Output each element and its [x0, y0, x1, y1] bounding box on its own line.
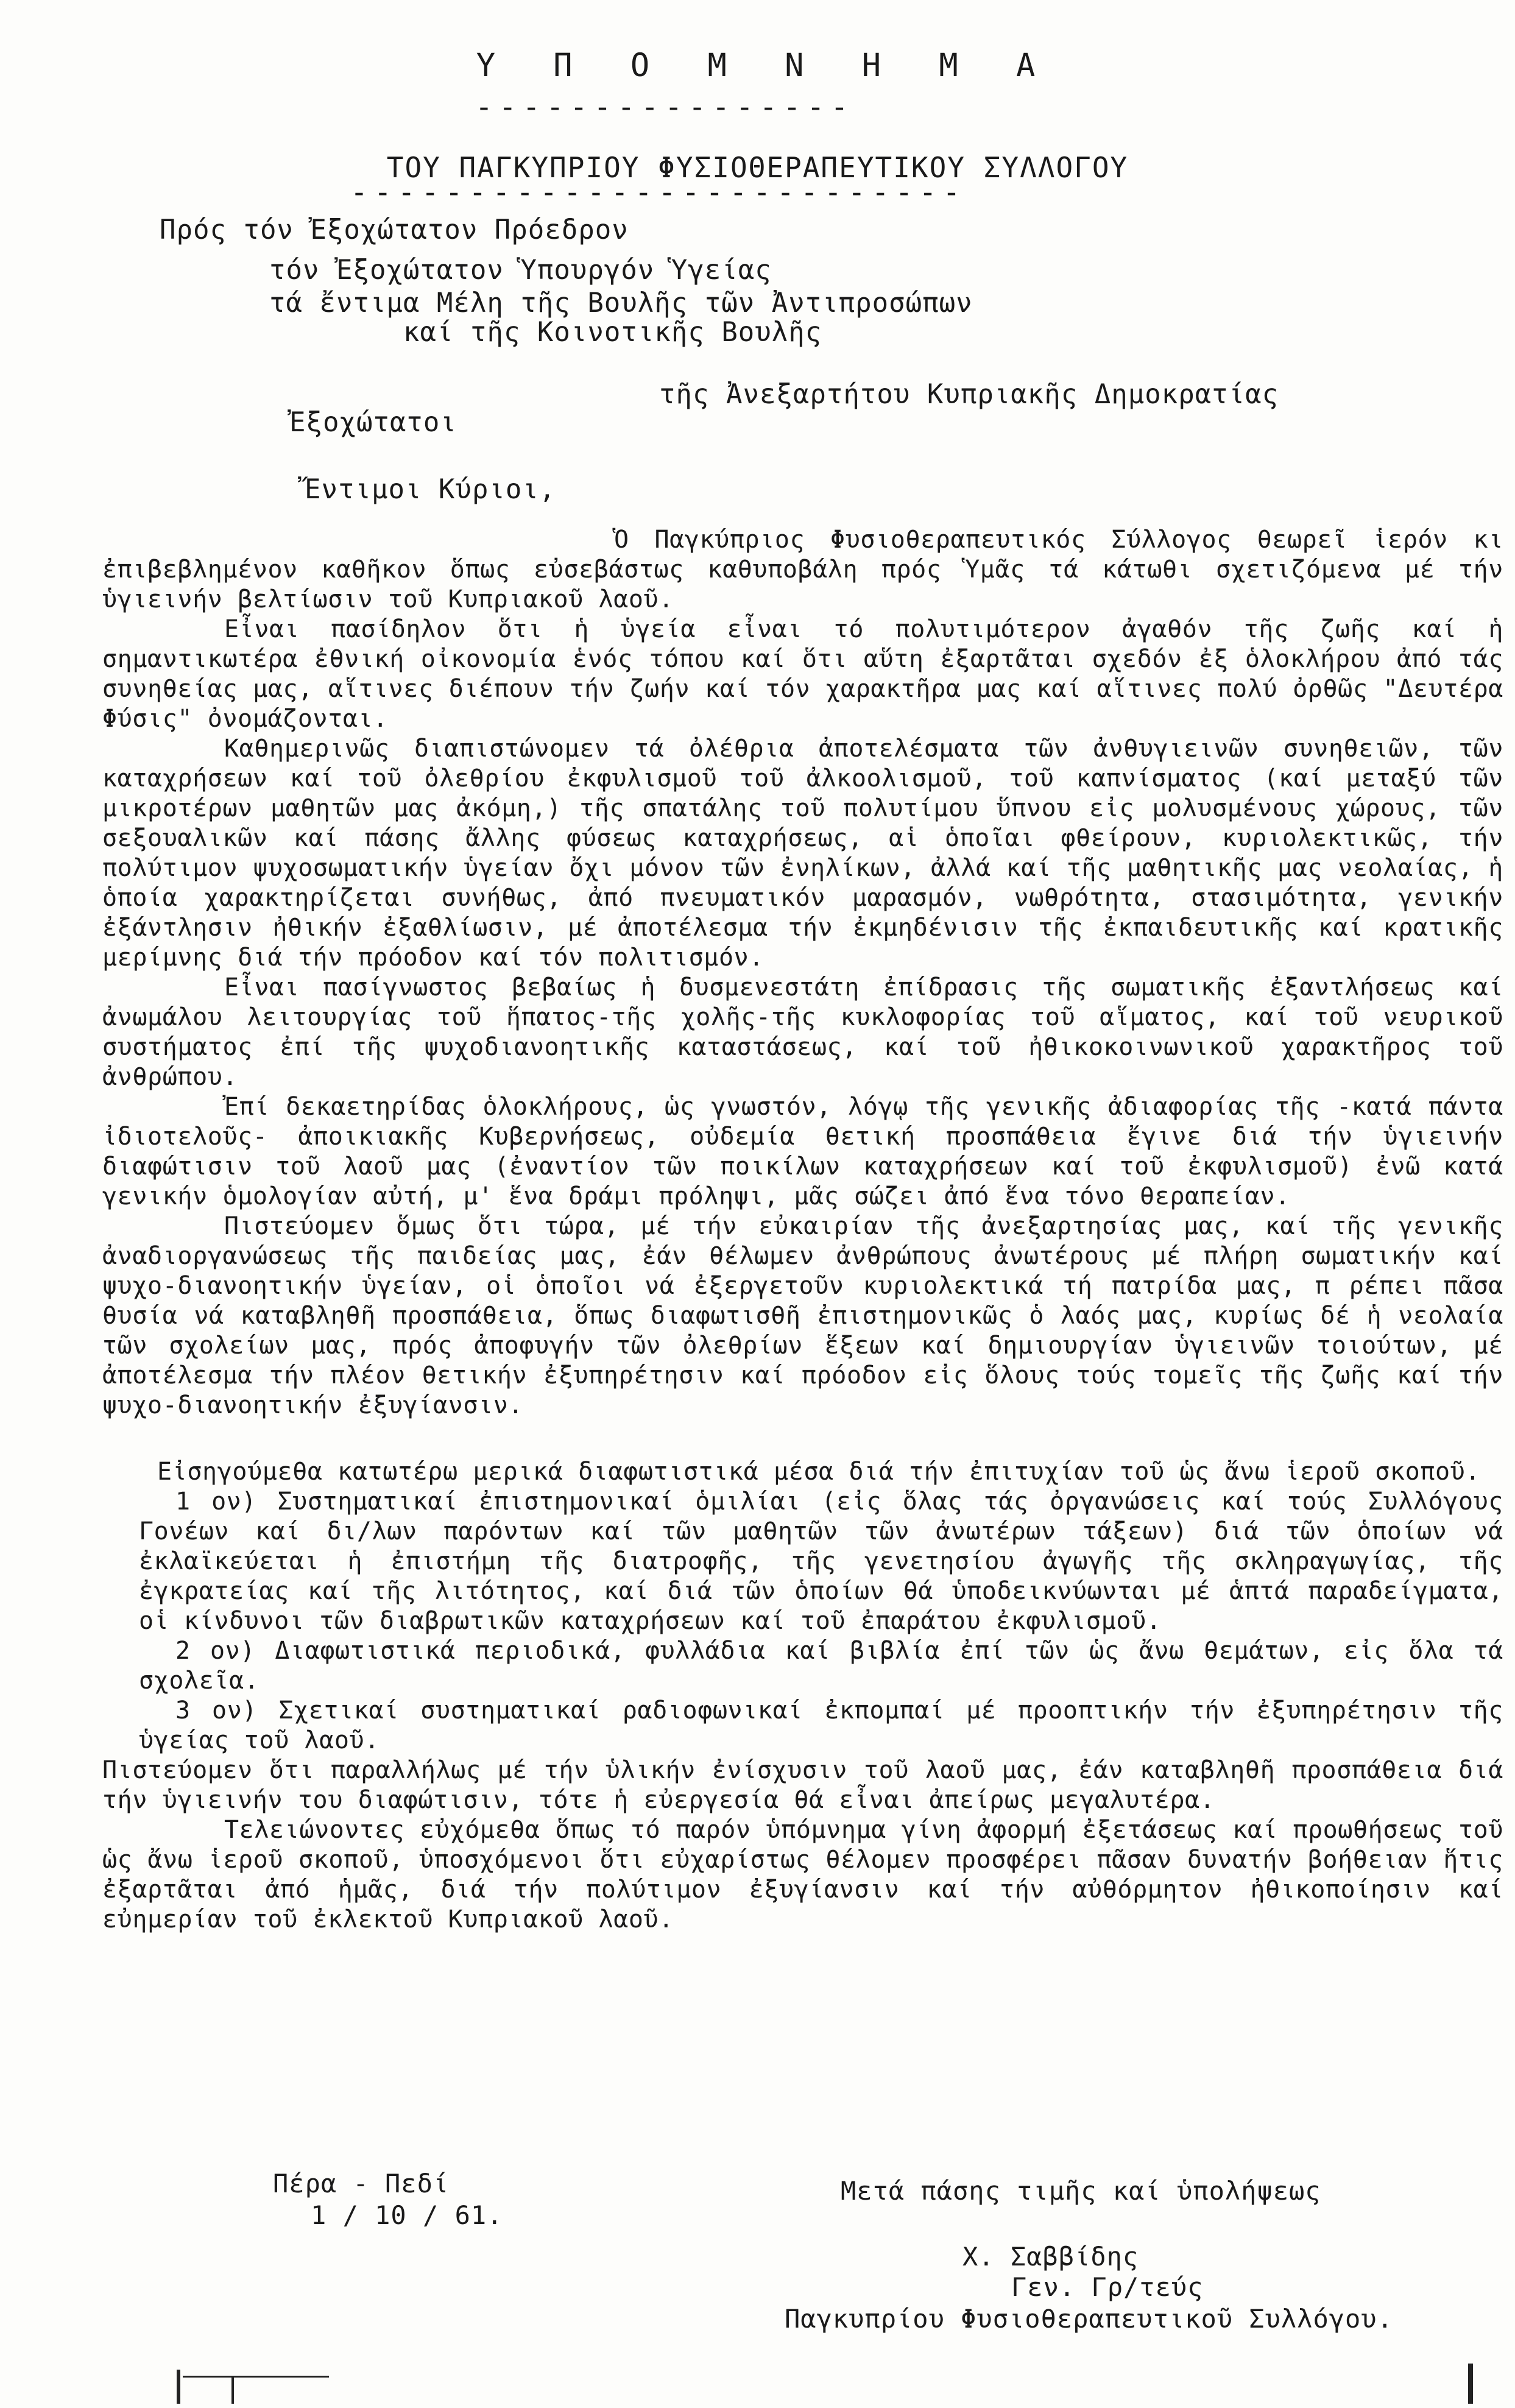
proposal-item-3: 3 ον) Σχετικαί συστηματικαί ραδιοφωνικαί ἐκπομπαί μέ προοπτικήν τήν ἐξυπηρέτησιν τῆς ὑγείας τοῦ λαοῦ. [139, 1697, 1503, 1754]
salutation-gentlemen: Ἔντιμοι Κύριοι, [305, 474, 556, 505]
signer-role: Γεν. Γρ/τεύς [1011, 2272, 1204, 2302]
scan-artifact-mark [1468, 2364, 1473, 2404]
date: 1 / 10 / 61. [311, 2200, 503, 2230]
closing-phrase: Μετά πάσης τιμῆς καί ὑπολήψεως [841, 2176, 1321, 2206]
addressee-parliament: τά ἔντιμα Μέλη τῆς Βουλῆς τῶν Ἀντιπροσώπων [269, 288, 973, 319]
paragraph-closing: Τελειώνοντες εὐχόμεθα ὅπως τό παρόν ὑπόμνημα γίνη ἀφορμή ἐξετάσεως καί προωθήσεως τοῦ ὡς ἄνω ἱεροῦ σκοποῦ, ὑποσχόμενοι ὅτι εὐχαρίστως θέλομεν προσφέρει πᾶσαν δυνατήν βοήθειαν ἥτις ἐξαρτᾶται ἀπό ἡμᾶς, διά τήν πολύτιμον ἐξυγίανσιν καί τήν αὐθόρμητον ἠθικοποίησιν καί εὐημερίαν τοῦ ἐκλεκτοῦ Κυπριακοῦ λαοῦ. [102, 1816, 1503, 1933]
addressee-president: Πρός τόν Ἐξοχώτατον Πρόεδρον [160, 214, 629, 245]
paragraph-intro: Ὁ Παγκύπριος Φυσιοθεραπευτικός Σύλλογος θεωρεῖ ἱερόν κι ἐπιβεβλημένον καθῆκον ὅπως εὐσεβάστως καθυποβάλη πρός Ὑμᾶς τά κάτωθι σχετιζόμενα μέ τήν ὑγιεινήν βελτίωσιν τοῦ Κυπριακοῦ λαοῦ. [102, 526, 1503, 613]
addressee-republic: τῆς Ἀνεξαρτήτου Κυπριακῆς Δημοκρατίας [659, 379, 1279, 410]
paragraph-physiology: Εἶναι πασίγνωστος βεβαίως ἡ δυσμενεστάτη ἐπίδρασις τῆς σωματικῆς ἐξαντλήσεως καί ἀνωμάλου λειτουργίας τοῦ ἥπατος-τῆς χολῆς-τῆς κυκλοφορίας τοῦ αἵματος, καί τοῦ νευρικοῦ συστήματος ἐπί τῆς ψυχοδιανοητικῆς καταστάσεως, καί τοῦ ἠθικοκοινωνικοῦ χαρακτῆρος τοῦ ἀνθρώπου. [102, 973, 1503, 1091]
paragraph-habits: Καθημερινῶς διαπιστώνομεν τά ὀλέθρια ἀποτελέσματα τῶν ἀνθυγιεινῶν συνηθειῶν, τῶν καταχρήσεων καί τοῦ ὀλεθρίου ἐκφυλισμοῦ τοῦ ἀλκοολισμοῦ, τοῦ καπνίσματος (καί μεταξύ τῶν μικροτέρων μαθητῶν μας ἀκόμη,) τῆς σπατάλης τοῦ πολυτίμου ὕπνου εἰς μολυσμένους χώρους, τῶν σεξουαλικῶν καί πάσης ἄλλης φύσεως καταχρήσεως, αἱ ὁποῖαι φθείρουν, κυριολεκτικῶς, τήν πολύτιμον ψυχοσωματικήν ὑγείαν ὄχι μόνον τῶν ἐνηλίκων, ἀλλά καί τῆς μαθητικῆς μας νεολαίας, ἡ ὁποία χαρακτηρίζεται συνήθως, ἀπό πνευματικόν μαρασμόν, νωθρότητα, στασιμότητα, γενικήν ἐξάντλησιν ἠθικήν ἐξαθλίωσιν, μέ ἀποτέλεσμα τήν ἐκμηδένισιν τῆς ἐκπαιδευτικῆς καί κρατικῆς μερίμνης διά τήν πρόοδον καί τόν πολιτισμόν. [102, 735, 1503, 972]
place: Πέρα - Πεδί [273, 2169, 450, 2198]
sender-underline: -------------------------- [350, 175, 967, 210]
memorandum-body [102, 525, 1503, 1935]
sender-heading: ΤΟΥ ΠΑΓΚΥΠΡΙΟΥ ΦΥΣΙΟΘΕΡΑΠΕΥΤΙΚΟΥ ΣΥΛΛΟΓΟΥ [386, 151, 1129, 184]
signer-name: Χ. Σαββίδης [962, 2242, 1139, 2272]
signer-organization: Παγκυπρίου Φυσιοθεραπευτικοῦ Συλλόγου. [785, 2304, 1393, 2334]
document-title: Υ Π Ο Μ Ν Η Μ Α [476, 48, 1039, 84]
salutation-excellencies: Ἐξοχώτατοι [289, 407, 457, 438]
paragraph-health: Εἶναι πασίδηλον ὅτι ἡ ὑγεία εἶναι τό πολυτιμότερον ἀγαθόν τῆς ζωῆς καί ἡ σημαντικωτέρα ἐθνική οἰκονομία ἑνός τόπου καί ὅτι αὕτη ἐξαρτᾶται σχεδόν ἐξ ὁλοκλήρου ἀπό τάς συνηθείας μας, αἵτινες διέπουν τήν ζωήν καί τόν χαρακτῆρα μας καί αἵτινες πολύ ὀρθῶς "Δευτέρα Φύσις" ὀνομάζονται. [102, 615, 1503, 733]
title-underline: ---------------- [475, 90, 855, 124]
scan-artifact-mark [183, 2376, 329, 2378]
paragraph-independence: Πιστεύομεν ὅμως ὅτι τώρα, μέ τήν εὐκαιρίαν τῆς ἀνεξαρτησίας μας, καί τῆς γενικῆς ἀναδιοργανώσεως τῆς παιδείας μας, ἐάν θέλωμεν ἀνθρώπους ἀνωτέρους μέ πλήρη σωματικήν καί ψυχο-διανοητικήν ὑγείαν, οἱ ὁποῖοι νά ἐξεργετοῦν κυριολεκτικά τή πατρίδα μας, π ρέπει πᾶσα θυσία νά καταβληθῆ προσπάθεια, ὅπως διαφωτισθῆ ἐπιστημονικῶς ὁ λαός μας, κυρίως δέ ἡ νεολαία τῶν σχολείων μας, πρός ἀποφυγήν τῶν ὀλεθρίων ἕξεων καί δημιουργίαν ὑγιεινῶν τοιούτων, μέ ἀποτέλεσμα τήν πλέον θετικήν ἐξυπηρέτησιν καί πρόοδον εἰς ὅλους τούς τομεῖς τῆς ζωῆς καί τήν ψυχο-διανοητικήν ἐξυγίανσιν. [102, 1212, 1503, 1419]
scan-artifact-mark [177, 2370, 180, 2404]
scan-artifact-mark [231, 2376, 234, 2404]
proposal-item-1: 1 ον) Συστηματικαί ἐπιστημονικαί ὁμιλίαι (εἰς ὅλας τάς ὀργανώσεις καί τούς Συλλόγους Γονέων καί δι/λων παρόντων καί τῶν μαθητῶν τῶν ἀνωτέρων τάξεων) διά τῶν ὁποίων νά ἐκλαϊκεύεται ἡ ἐπιστήμη τῆς διατροφῆς, τῆς γενετησίου ἀγωγῆς τῆς σκληραγωγίας, τῆς ἐγκρατείας καί τῆς λιτότητος, καί διά τῶν ὁποίων θά ὑποδεικνύωνται μέ ἁπτά παραδείγματα, οἱ κίνδυνοι τῶν διαβρωτικῶν καταχρήσεων καί τοῦ ἐπαράτου ἐκφυλισμοῦ. [139, 1488, 1503, 1635]
paragraph-proposals: Εἰσηγούμεθα κατωτέρω μερικά διαφωτιστικά μέσα διά τήν ἐπιτυχίαν τοῦ ὡς ἄνω ἱεροῦ σκοποῦ. [157, 1458, 1481, 1486]
paragraph-belief: Πιστεύομεν ὅτι παραλλήλως μέ τήν ὑλικήν ἐνίσχυσιν τοῦ λαοῦ μας, ἐάν καταβληθῆ προσπάθεια διά τήν ὑγιεινήν του διαφώτισιν, τότε ἡ εὐεργεσία θά εἶναι ἀπείρως μεγαλυτέρα. [102, 1756, 1503, 1814]
addressee-communal-chamber: καί τῆς Κοινοτικῆς Βουλῆς [403, 317, 822, 348]
paragraph-colonial: Ἐπί δεκαετηρίδας ὁλοκλήρους, ὡς γνωστόν, λόγῳ τῆς γενικῆς ἀδιαφορίας τῆς -κατά πάντα ἰδιοτελοῦς- ἀποικιακῆς Κυβερνήσεως, οὐδεμία θετική προσπάθεια ἔγινε διά τήν ὑγιεινήν διαφώτισιν τοῦ λαοῦ μας (ἐναντίον τῶν ποικίλων καταχρήσεων καί τοῦ ἐκφυλισμοῦ) ἐνῶ κατά γενικήν ὁμολογίαν αὐτή, μ' ἕνα δράμι πρόληψι, μᾶς σώζει ἀπό ἕνα τόνο θεραπείαν. [102, 1093, 1503, 1210]
addressee-minister: τόν Ἐξοχώτατον Ὑπουργόν Ὑγείας [269, 255, 772, 286]
proposal-item-2: 2 ον) Διαφωτιστικά περιοδικά, φυλλάδια καί βιβλία ἐπί τῶν ὡς ἄνω θεμάτων, εἰς ὅλα τά σχολεῖα. [139, 1637, 1503, 1695]
